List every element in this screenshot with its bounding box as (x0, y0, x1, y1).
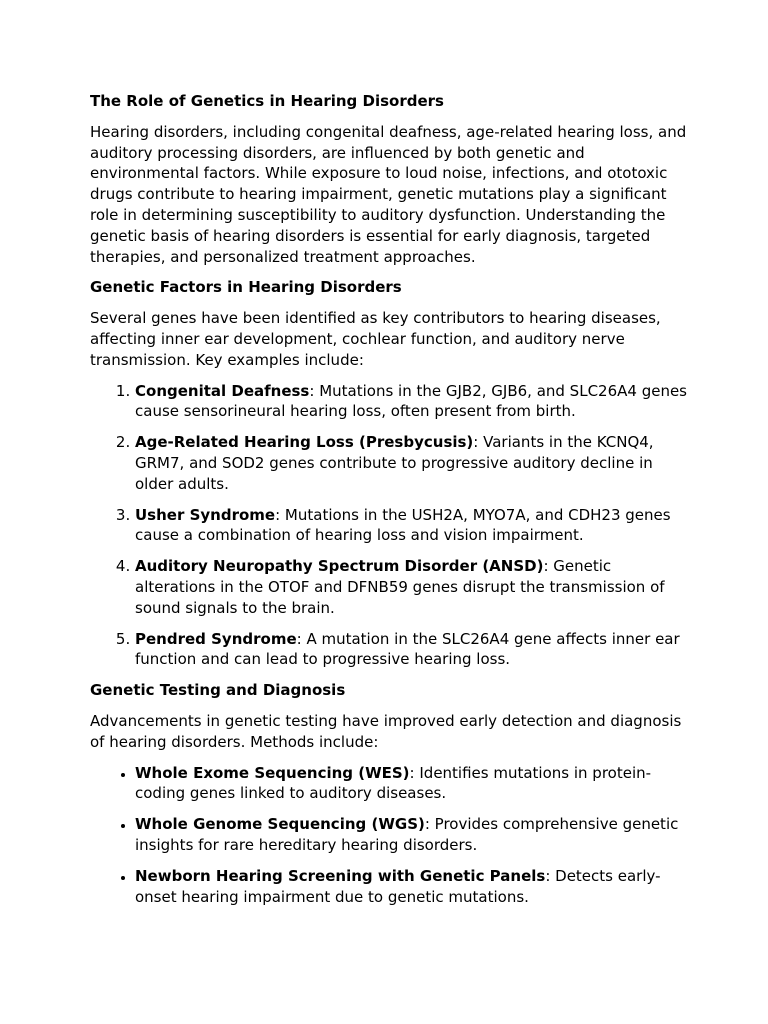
list-item-text: : A mutation in the SLC26A4 gene affects inner ear function and can lead to progressive hearing loss. (135, 629, 680, 669)
list-item (135, 763, 690, 805)
list-item (135, 629, 690, 671)
intro-paragraph: Hearing disorders, including congenital deafness, age-related hearing loss, and auditory processing disorders, are influenced by both genetic and environmental factors. While exposure to loud noise, infections, and ototoxic drugs contribute to hearing impairment, genetic mutations play a significant role in determining susceptibility to auditory dysfunction. Understanding the genetic basis of hearing disorders is essential for early diagnosis, targeted therapies, and personalized treatment approaches. (90, 122, 687, 266)
list-item-term: Usher Syndrome (135, 505, 276, 524)
section-heading-genetic-factors: Genetic Factors in Hearing Disorders (90, 278, 402, 297)
document-title: The Role of Genetics in Hearing Disorders (90, 92, 444, 110)
list-item (135, 381, 690, 423)
list-item (135, 866, 690, 908)
list-item (135, 432, 690, 494)
list-item-term: Congenital Deafness (135, 381, 310, 400)
list-item (135, 505, 690, 547)
list-item-term: Newborn Hearing Screening with Genetic Panels (135, 866, 546, 885)
list-item-term: Whole Genome Sequencing (WGS) (135, 815, 425, 834)
list-item-text: : Mutations in the GJB2, GJB6, and SLC26A4 genes cause sensorineural hearing loss, often present from birth. (135, 381, 687, 421)
list-item-text: : Provides comprehensive genetic insights for rare hereditary hearing disorders. (135, 815, 679, 854)
list-item-term: Whole Exome Sequencing (WES) (135, 763, 410, 782)
genetic-testing-list (90, 763, 690, 908)
list-item-text: : Identifies mutations in protein-coding genes linked to auditory diseases. (135, 763, 652, 803)
section-paragraph-genetic-factors: Several genes have been identified as key contributors to hearing diseases, affecting inner ear development, cochlear function, and auditory nerve transmission. Key examples include: (90, 309, 661, 369)
list-item-term: Pendred Syndrome (135, 629, 297, 648)
genetic-factors-list (90, 381, 690, 671)
document-page (90, 91, 690, 917)
list-item-text: : Genetic alterations in the OTOF and DFNB59 genes disrupt the transmission of sound signals to the brain. (135, 557, 665, 617)
list-item-text: : Mutations in the USH2A, MYO7A, and CDH23 genes cause a combination of hearing loss and vision impairment. (135, 505, 671, 545)
list-item-text: : Detects early-onset hearing impairment due to genetic mutations. (135, 866, 661, 906)
list-item-term: Auditory Neuropathy Spectrum Disorder (ANSD) (135, 557, 544, 576)
list-item-text: : Variants in the KCNQ4, GRM7, and SOD2 genes contribute to progressive auditory decline in older adults. (135, 433, 654, 493)
section-paragraph-genetic-testing: Advancements in genetic testing have improved early detection and diagnosis of hearing disorders. Methods include: (90, 711, 682, 751)
list-item (135, 556, 690, 618)
section-heading-genetic-testing: Genetic Testing and Diagnosis (90, 681, 346, 700)
list-item (135, 814, 690, 856)
list-item-term: Age-Related Hearing Loss (Presbycusis) (135, 433, 474, 452)
